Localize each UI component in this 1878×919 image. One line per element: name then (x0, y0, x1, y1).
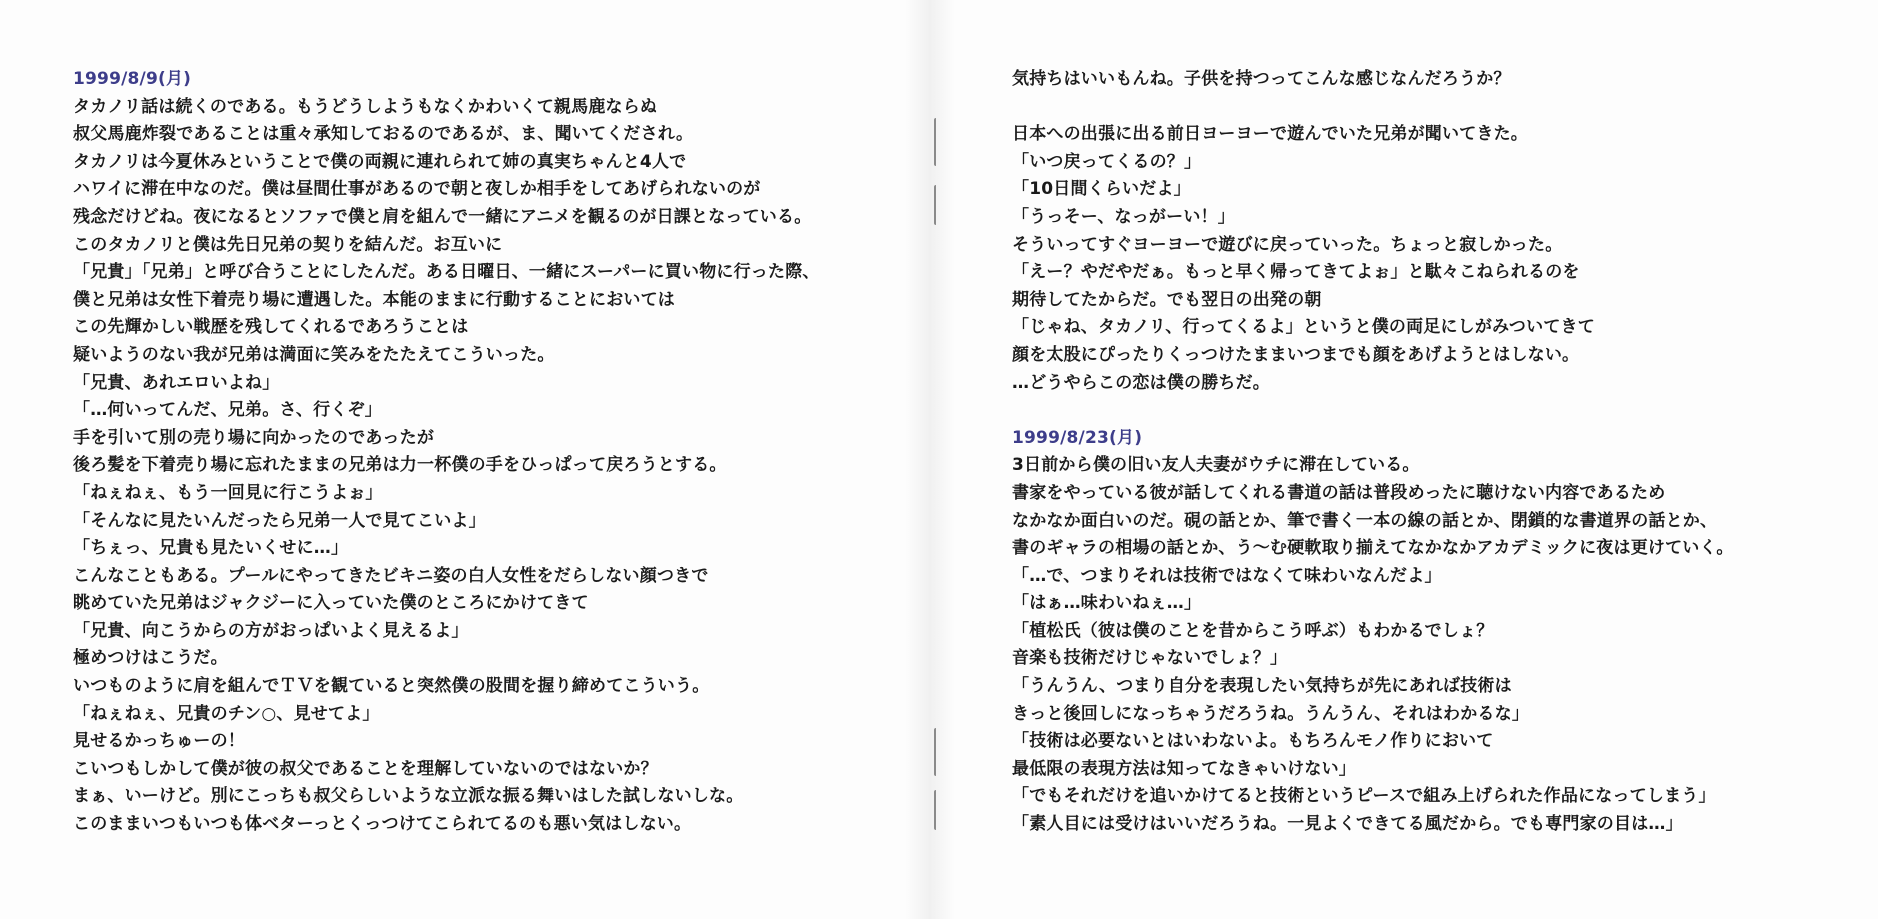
text-line: まぁ、いーけど。別にこっちも叔父らしいような立派な振る舞いはした試しないしな。 (73, 786, 744, 807)
center-gutter (905, 0, 955, 919)
left-page (73, 66, 820, 839)
text-line: 「はぁ…味わいねぇ…」 (1012, 593, 1202, 614)
text-line: 後ろ髪を下着売り場に忘れたままの兄弟は力一杯僕の手をひっぱって戻ろうとする。 (73, 455, 727, 476)
text-line: 「技術は必要ないとはいわないよ。もちろんモノ作りにおいて (1012, 731, 1494, 752)
paragraph-gap (1012, 94, 1734, 122)
text-line: 疑いようのない我が兄弟は満面に笑みをたたえてこういった。 (73, 344, 555, 365)
entry-date: 1999/8/9(月) (73, 69, 192, 89)
text-line: いつものように肩を組んでＴＶを観ていると突然僕の股間を握り締めてこういう。 (73, 676, 710, 697)
text-line: 「そんなに見たいんだったら兄弟一人で見てこいよ」 (73, 510, 486, 531)
staple-mark (934, 728, 940, 776)
text-line: きっと後回しになっちゃうだろうね。うんうん、それはわかるな」 (1012, 703, 1530, 724)
text-line: 見せるかっちゅーの！ (73, 731, 245, 752)
text-line: 書のギャラの相場の話とか、う～む硬軟取り揃えてなかなかアカデミックに夜は更けていく。 (1012, 538, 1734, 559)
text-line: 「兄貴」「兄弟」と呼び合うことにしたんだ。ある日曜日、一緒にスーパーに買い物に行った際、 (73, 262, 820, 283)
text-line: 眺めていた兄弟はジャクジーに入っていた僕のところにかけてきて (73, 593, 589, 614)
text-line: このままいつもいつも体ベターっとくっつけてこられてるのも悪い気はしない。 (73, 814, 692, 835)
paragraph-gap (1012, 397, 1734, 425)
right-page (1012, 66, 1734, 839)
text-line: 「兄貴、あれエロいよね」 (73, 372, 280, 393)
text-line: 「…で、つまりそれは技術ではなくて味わいなんだよ」 (1012, 565, 1442, 586)
text-line: …どうやらこの恋は僕の勝ちだ。 (1012, 372, 1270, 393)
text-line: 「ねぇねぇ、兄貴のチン○、見せてよ」 (73, 703, 380, 724)
text-line: 「植松氏（彼は僕のことを昔からこう呼ぶ）もわかるでしょ？ (1012, 620, 1494, 641)
text-line: 「いつ戻ってくるの？」 (1012, 151, 1202, 172)
text-line: 「でもそれだけを追いかけてると技術というピースで組み上げられた作品になってしまう」 (1012, 786, 1716, 807)
text-line: このタカノリと僕は先日兄弟の契りを結んだ。お互いに (73, 234, 503, 255)
text-line: 気持ちはいいもんね。子供を持つってこんな感じなんだろうか？ (1012, 69, 1511, 89)
right-page-body (1012, 452, 1734, 838)
staple-mark (934, 790, 940, 830)
text-line: そういってすぐヨーヨーで遊びに戻っていった。ちょっと寂しかった。 (1012, 234, 1563, 255)
text-line: 音楽も技術だけじゃないでしょ？」 (1012, 648, 1288, 669)
text-line: 「ねぇねぇ、もう一回見に行こうよぉ」 (73, 482, 383, 503)
text-line: ハワイに滞在中なのだ。僕は昼間仕事があるので朝と夜しか相手をしてあげられないのが (73, 179, 761, 200)
text-line: 日本への出張に出る前日ヨーヨーで遊んでいた兄弟が聞いてきた。 (1012, 124, 1528, 145)
text-line: なかなか面白いのだ。硯の話とか、筆で書く一本の線の話とか、閉鎖的な書道界の話とか、 (1012, 510, 1718, 531)
text-line: 最低限の表現方法は知ってなきゃいけない」 (1012, 758, 1356, 779)
text-line: 残念だけどね。夜になるとソファで僕と肩を組んで一緒にアニメを観るのが日課となっている。 (73, 206, 812, 227)
text-line: 「兄貴、向こうからの方がおっぱいよく見えるよ」 (73, 620, 469, 641)
staple-mark (934, 118, 940, 166)
text-line: こんなこともある。プールにやってきたビキニ姿の白人女性をだらしない顔つきで (73, 565, 709, 586)
text-line: 期待してたからだ。でも翌日の出発の朝 (1012, 289, 1322, 310)
text-line: 僕と兄弟は女性下着売り場に遭遇した。本能のままに行動することにおいては (73, 289, 675, 310)
text-line: タカノリは今夏休みということで僕の両親に連れられて姉の真実ちゃんと4人で (73, 151, 687, 172)
text-line: 「うんうん、つまり自分を表現したい気持ちが先にあれば技術は (1012, 676, 1512, 697)
left-page-body (73, 94, 820, 839)
text-line: 「10日間くらいだよ」 (1012, 179, 1191, 200)
text-line: この先輝かしい戦歴を残してくれるであろうことは (73, 317, 469, 338)
text-line: 手を引いて別の売り場に向かったのであったが (73, 427, 435, 448)
text-line: 3日前から僕の旧い友人夫妻がウチに滞在している。 (1012, 455, 1420, 476)
text-line: 「うっそー、なっがーい！」 (1012, 206, 1235, 227)
text-line: 叔父馬鹿炸裂であることは重々承知しておるのであるが、ま、聞いてくだされ。 (73, 124, 694, 145)
text-line: タカノリ話は続くのである。もうどうしようもなくかわいくて親馬鹿ならぬ (73, 96, 658, 117)
text-line: 「ちぇっ、兄貴も見たいくせに…」 (73, 538, 349, 559)
text-line: 「素人目には受けはいいだろうね。一見よくできてる風だから。でも専門家の目は…」 (1012, 814, 1683, 835)
text-line: 顔を太股にぴったりくっつけたままいつまでも顔をあげようとはしない。 (1012, 344, 1580, 365)
text-line: 極めつけはこうだ。 (73, 648, 228, 669)
text-line: 書家をやっている彼が話してくれる書道の話は普段めったに聴けない内容であるため (1012, 482, 1666, 503)
text-line: 「…何いってんだ、兄弟。さ、行くぞ」 (73, 400, 382, 421)
text-line: 「えー？やだやだぁ。もっと早く帰ってきてよぉ」と駄々こねられるのを (1012, 262, 1580, 283)
entry-date: 1999/8/23(月) (1012, 427, 1143, 448)
text-line: 「じゃね、タカノリ、行ってくるよ」というと僕の両足にしがみついてきて (1012, 317, 1595, 338)
right-page-continuation (1012, 66, 1734, 397)
staple-mark (934, 185, 940, 225)
text-line: こいつもしかして僕が彼の叔父であることを理解していないのではないか？ (73, 758, 658, 779)
